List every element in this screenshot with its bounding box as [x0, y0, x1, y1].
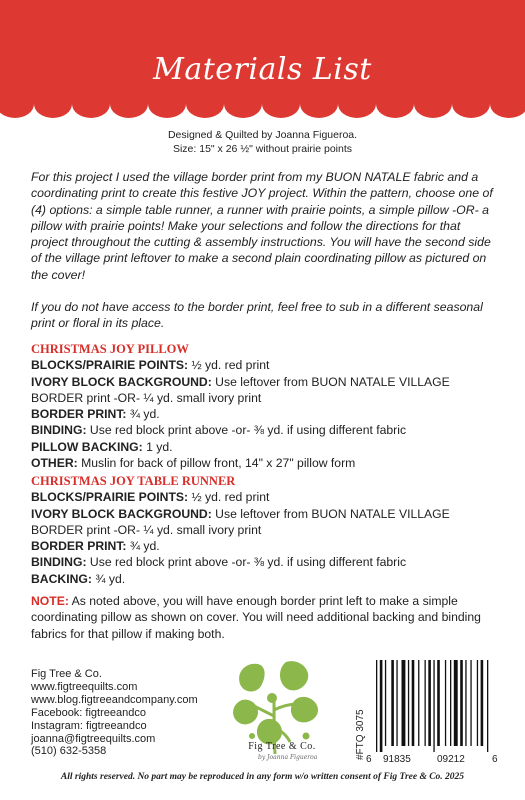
runner-section	[31, 473, 501, 587]
barcode-bar	[412, 660, 415, 746]
note-paragraph: NOTE: As noted above, you will have enough border print left to make a simple coordinating pillow as shown on cover. You will need additional backing and binding fabrics for that pillow if making both.	[31, 594, 481, 641]
page-title: Materials List	[153, 52, 372, 87]
scallop-shape	[300, 90, 338, 118]
pillow-item: IVORY BLOCK BACKGROUND: Use leftover from BUON NATALE VILLAGE BORDER print -OR- ¼ yd. small ivory print	[31, 374, 450, 405]
barcode-bar	[450, 660, 451, 746]
barcode-bar	[454, 660, 458, 746]
email-link[interactable]: joanna@figtreequilts.com	[31, 732, 156, 745]
substitute-paragraph: If you do not have access to the border print, feel free to sub in a different seasonal print or floral in its place.	[31, 300, 483, 331]
barcode-bar	[408, 660, 409, 746]
company-name: Fig Tree & Co.	[31, 668, 102, 680]
barcode-digits-right: 09212	[437, 754, 465, 765]
barcode-icon	[372, 660, 498, 752]
barcode-digits-left: 91835	[383, 754, 411, 765]
barcode-bar	[460, 660, 463, 746]
barcode-bar	[380, 660, 383, 752]
barcode-bar	[437, 660, 440, 746]
scallop-shape	[224, 90, 262, 118]
barcode-bar	[477, 660, 478, 746]
scallop-shape	[186, 90, 224, 118]
facebook-handle: Facebook: figtreeandco	[31, 706, 146, 719]
scallop-shape	[110, 90, 148, 118]
scallop-shape	[338, 90, 376, 118]
credits	[0, 128, 525, 156]
pillow-heading: CHRISTMAS JOY PILLOW	[31, 342, 189, 356]
barcode-bar	[428, 660, 431, 746]
scallop-shape	[452, 90, 490, 118]
barcode-bar	[391, 660, 394, 746]
note-label: NOTE:	[31, 594, 69, 608]
intro-paragraph: For this project I used the village border print from my BUON NATALE fabric and a coordinating print to create this festive JOY project. Within the pattern, choose one of (4) options: a simple table runner, a runner with prairie points, a simple pillow -OR- a pillow with prairie points! Make your selections and follow the directions for that project throughout the cutting & assembly instructions. You will have the second side of the village print leftover to make a second plain coordinating pillow as pictured on the cover!	[31, 170, 493, 282]
sku-number: #FTQ 3075	[355, 709, 366, 760]
runner-item: BORDER PRINT: ¾ yd.	[31, 539, 160, 554]
runner-item: BLOCKS/PRAIRIE POINTS: ½ yd. red print	[31, 490, 270, 505]
barcode-bar	[433, 660, 434, 752]
barcode-bar	[481, 660, 484, 746]
copyright-footer: All rights reserved. No part may be reproduced in any form w/o written consent of Fig Tree & Co. 2025	[60, 772, 465, 782]
scallop-shape	[72, 90, 110, 118]
barcode-bar	[402, 660, 406, 746]
barcode-bar	[445, 660, 446, 746]
website-link[interactable]: www.figtreequilts.com	[31, 680, 138, 693]
pillow-item: PILLOW BACKING: 1 yd.	[31, 439, 173, 454]
scallop-shape	[376, 90, 414, 118]
pillow-item: BORDER PRINT: ¾ yd.	[31, 407, 160, 422]
pillow-item: OTHER: Muslin for back of pillow front, 14" x 27" pillow form	[31, 456, 356, 471]
pillow-item: BLOCKS/PRAIRIE POINTS: ½ yd. red print	[31, 358, 270, 373]
barcode-bar	[487, 660, 488, 752]
logo-signature: by Joanna Figueroa	[258, 754, 318, 761]
scallop-shape	[414, 90, 452, 118]
runner-item: IVORY BLOCK BACKGROUND: Use leftover from BUON NATALE VILLAGE BORDER print -OR- ¼ yd. small ivory print	[31, 506, 450, 537]
runner-item: BINDING: Use red block print above -or- ⅜ yd. if using different fabric	[31, 555, 407, 570]
scallop-shape	[148, 90, 186, 118]
barcode-bar	[418, 660, 419, 746]
barcode-bar	[425, 660, 426, 746]
scallop-shape	[262, 90, 300, 118]
barcode-bar	[470, 660, 471, 746]
barcode-bar	[385, 660, 386, 746]
scallop-shape	[34, 90, 72, 118]
barcode-bar	[465, 660, 466, 746]
pillow-section	[31, 341, 501, 471]
barcode-bar	[376, 660, 377, 752]
logo-wordmark: Fig Tree & Co.	[248, 741, 316, 752]
contact-block	[31, 668, 198, 758]
barcode-bar	[396, 660, 397, 746]
pillow-item: BINDING: Use red block print above -or- ⅜ yd. if using different fabric	[31, 423, 407, 438]
designer-credit: Designed & Quilted by Joanna Figueroa.	[167, 129, 358, 141]
phone-number: (510) 632-5358	[31, 745, 107, 758]
blog-link[interactable]: www.blog.figtreeandcompany.com	[31, 693, 198, 706]
instagram-handle: Instagram: figtreeandco	[31, 719, 147, 732]
project-size: Size: 15" x 26 ½" without prairie points	[172, 143, 353, 155]
barcode-digit: 6	[492, 754, 498, 765]
runner-heading: CHRISTMAS JOY TABLE RUNNER	[31, 474, 236, 488]
barcode-digit: 6	[366, 754, 372, 765]
runner-item: BACKING: ¾ yd.	[31, 571, 126, 586]
